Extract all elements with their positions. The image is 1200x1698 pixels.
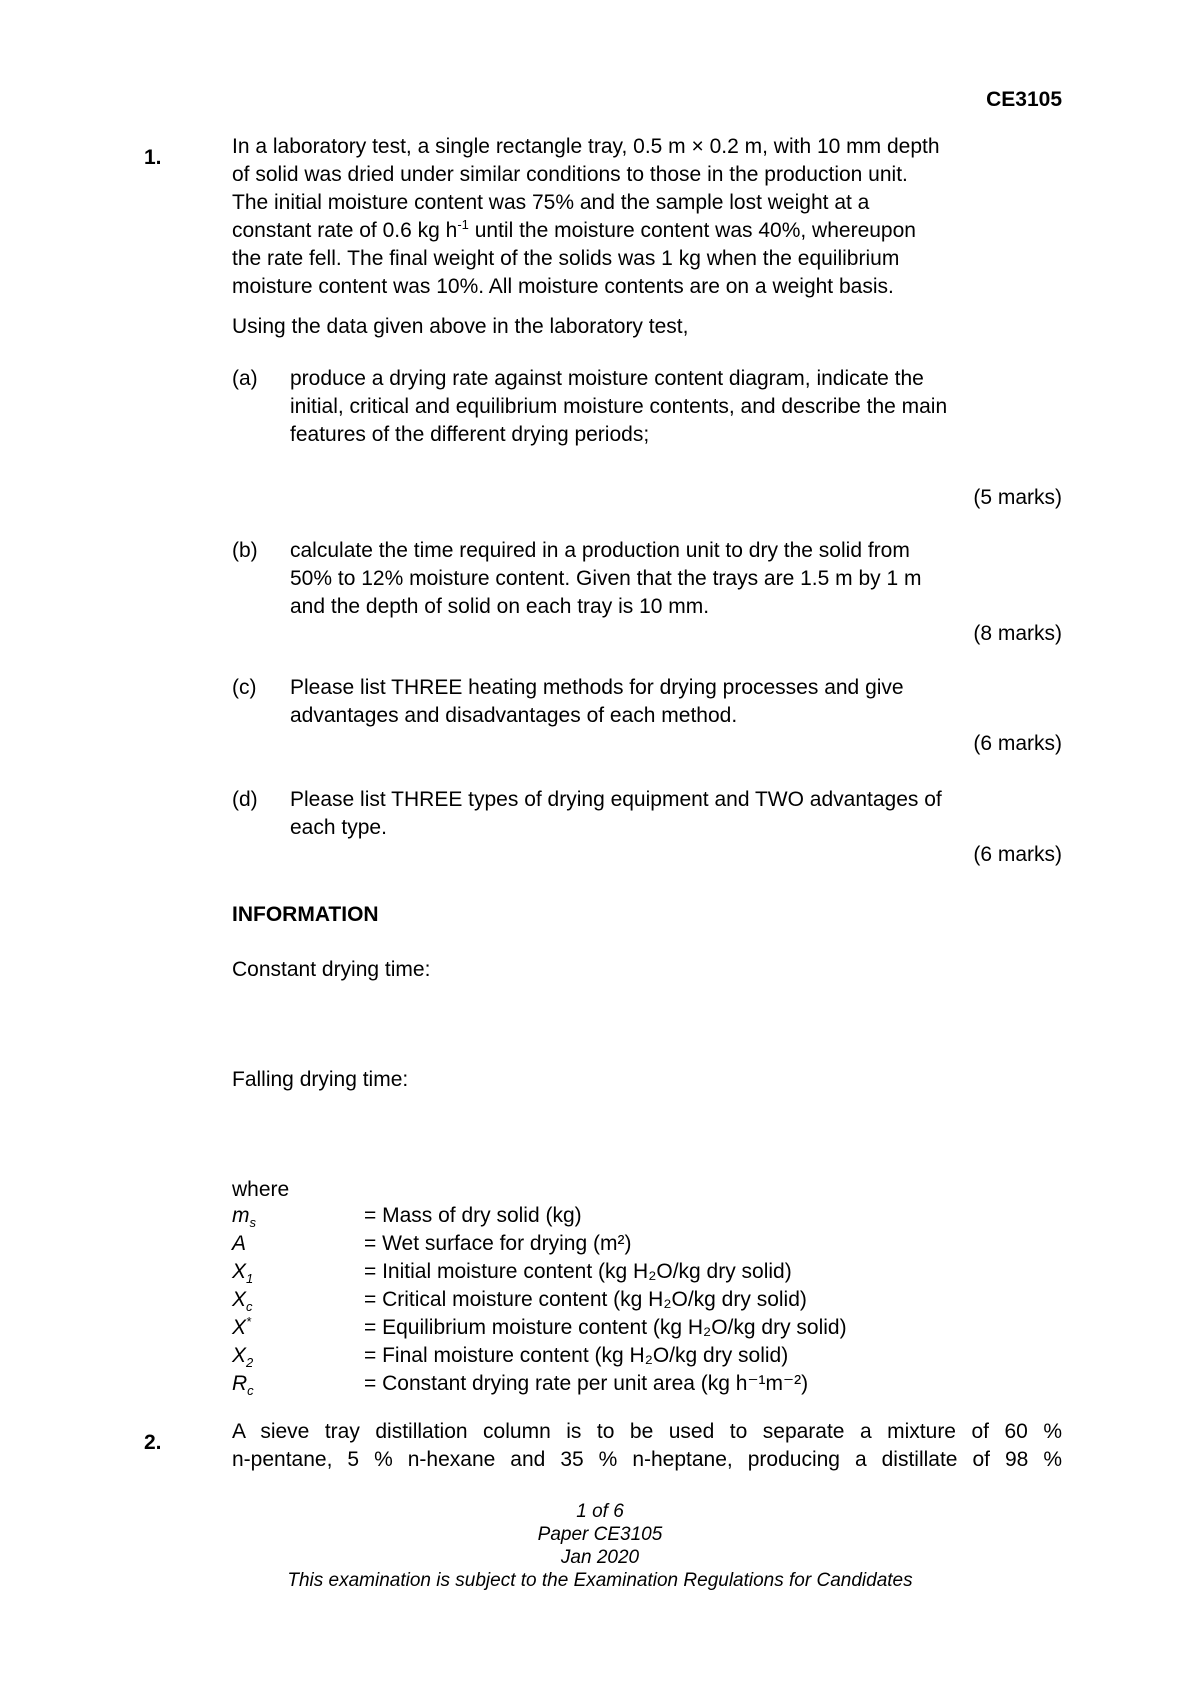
- regulations-notice: This examination is subject to the Examination Regulations for Candidates: [287, 1570, 913, 1591]
- definition-row: [232, 1342, 1062, 1370]
- q2-line: A sieve tray distillation column is to be used to separate a mixture of 60 %: [232, 1420, 1062, 1443]
- part-line: and the depth of solid on each tray is 10 mm.: [290, 595, 710, 618]
- definition-row: [232, 1258, 1062, 1286]
- definition-text: = Equilibrium moisture content (kg H₂O/kg dry solid): [364, 1316, 847, 1339]
- definition-row: [232, 1314, 1062, 1342]
- intro-line: The initial moisture content was 75% and the sample lost weight at a: [232, 191, 870, 214]
- part-line: features of the different drying periods;: [290, 423, 650, 446]
- part-label: (c): [232, 676, 257, 699]
- symbol: $X_1$: [232, 1260, 254, 1287]
- part-line: advantages and disadvantages of each method.: [290, 704, 738, 727]
- definitions-list: [232, 1202, 1062, 1398]
- marks-d: (6 marks): [973, 843, 1062, 866]
- using-data-sentence: Using the data given above in the laboratory test,: [232, 315, 689, 338]
- marks-a: (5 marks): [973, 486, 1062, 509]
- definition-row: [232, 1202, 1062, 1230]
- symbol: $X_2$: [232, 1344, 254, 1371]
- marks-c: (6 marks): [973, 732, 1062, 755]
- intro-line: the rate fell. The final weight of the solids was 1 kg when the equilibrium: [232, 247, 900, 270]
- intro-line: of solid was dried under similar conditions to those in the production unit.: [232, 163, 908, 186]
- definition-row: [232, 1230, 1062, 1258]
- question-1-intro: [232, 133, 1062, 301]
- intro-line: In a laboratory test, a single rectangle tray, 0.5 m × 0.2 m, with 10 mm depth: [232, 135, 940, 158]
- q2-line: n-pentane, 5 % n-hexane and 35 % n-heptane, producing a distillate of 98 %: [232, 1448, 1062, 1471]
- constant-drying-time-label: Constant drying time:: [232, 958, 431, 981]
- definition-row: [232, 1370, 1062, 1398]
- part-label: (a): [232, 367, 258, 390]
- exam-date: Jan 2020: [560, 1547, 640, 1568]
- part-line: Please list THREE heating methods for drying processes and give: [290, 676, 904, 699]
- symbol: A: [232, 1232, 247, 1255]
- part-line: produce a drying rate against moisture content diagram, indicate the: [290, 367, 924, 390]
- part-line: initial, critical and equilibrium moisture contents, and describe the main: [290, 395, 948, 418]
- intro-line-4-tail: until the moisture content was 40%, whereupon: [468, 219, 916, 242]
- symbol: X*: [232, 1314, 252, 1339]
- question-1-number: 1.: [144, 146, 162, 169]
- page-number: 1 of 6: [576, 1501, 624, 1522]
- symbol: $R_c$: [232, 1372, 254, 1399]
- course-code: CE3105: [986, 88, 1062, 111]
- intro-line-4-head: constant rate of 0.6 kg h: [232, 219, 458, 242]
- intro-line: [232, 217, 1062, 245]
- part-label: (d): [232, 788, 258, 811]
- where-label: where: [232, 1178, 290, 1201]
- page-footer: [0, 1500, 1200, 1592]
- paper-code: Paper CE3105: [537, 1524, 663, 1545]
- definition-text: = Constant drying rate per unit area (kg h⁻¹m⁻²): [364, 1372, 809, 1395]
- information-heading: INFORMATION: [232, 903, 379, 926]
- definition-row: [232, 1286, 1062, 1314]
- falling-drying-time-label: Falling drying time:: [232, 1068, 409, 1091]
- exponent: -1: [457, 217, 469, 232]
- part-label: (b): [232, 539, 258, 562]
- symbol: $m_s$: [232, 1204, 256, 1231]
- intro-line: moisture content was 10%. All moisture contents are on a weight basis.: [232, 275, 894, 298]
- definition-text: = Initial moisture content (kg H₂O/kg dry solid): [364, 1260, 792, 1283]
- definition-text: = Mass of dry solid (kg): [364, 1204, 582, 1227]
- symbol: $X_c$: [232, 1288, 253, 1315]
- question-2-number: 2.: [144, 1431, 162, 1454]
- question-2-text: [232, 1418, 1062, 1474]
- part-line: each type.: [290, 816, 387, 839]
- definition-text: = Critical moisture content (kg H₂O/kg dry solid): [364, 1288, 807, 1311]
- part-line: calculate the time required in a production unit to dry the solid from: [290, 539, 910, 562]
- marks-b: (8 marks): [973, 622, 1062, 645]
- part-line: Please list THREE types of drying equipment and TWO advantages of: [290, 788, 942, 811]
- definition-text: = Final moisture content (kg H₂O/kg dry solid): [364, 1344, 789, 1367]
- definition-text: = Wet surface for drying (m²): [364, 1232, 632, 1255]
- part-line: 50% to 12% moisture content. Given that the trays are 1.5 m by 1 m: [290, 567, 922, 590]
